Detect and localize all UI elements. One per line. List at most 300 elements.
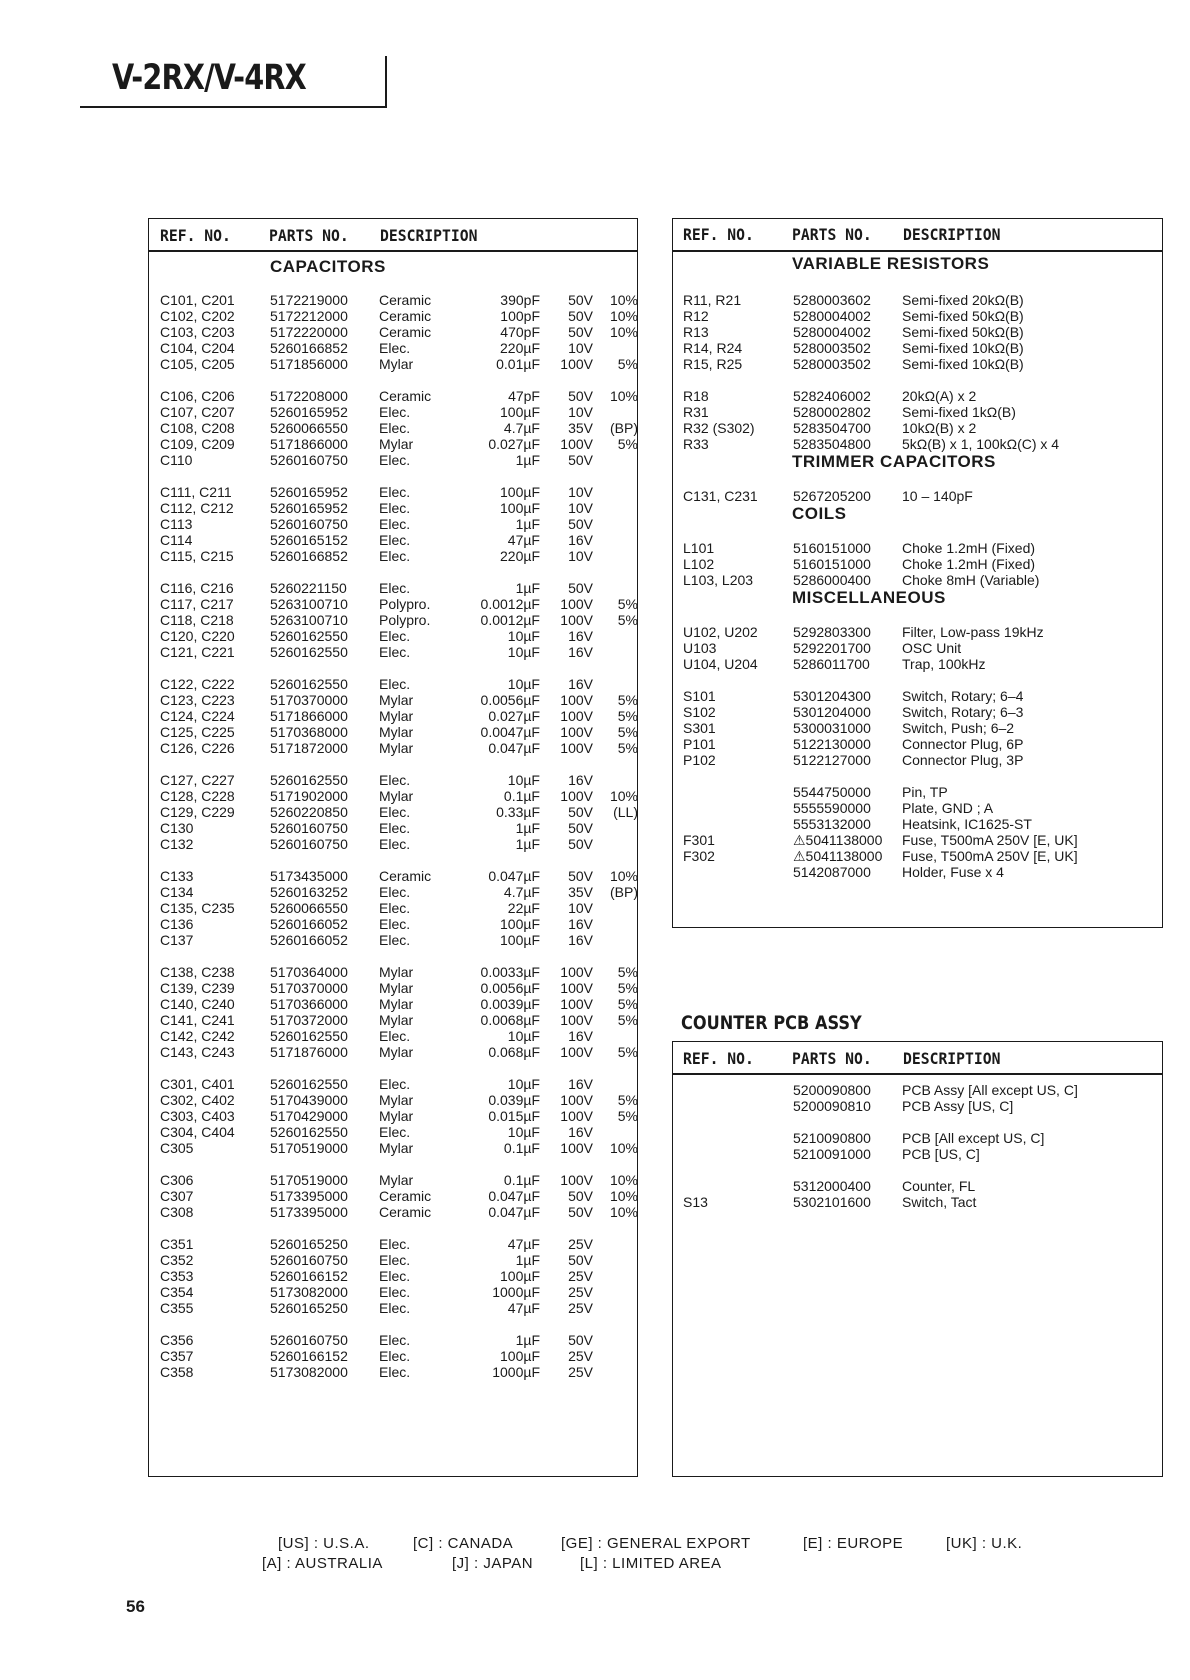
parts-no: 5170366000 [270, 996, 348, 1012]
ref-no: C357 [160, 1348, 194, 1364]
parts-no: 5172212000 [270, 308, 348, 324]
parts-no: 5170519000 [270, 1172, 348, 1188]
part-type: Ceramic [379, 308, 432, 324]
parts-no: 5171856000 [270, 356, 348, 372]
capacitance: 0.047µF [488, 868, 540, 884]
ref-no: C123, C223 [160, 692, 235, 708]
ref-no: S102 [683, 704, 716, 720]
ref-no: C124, C224 [160, 708, 235, 724]
part-type: Elec. [379, 836, 411, 852]
voltage: 50V [568, 820, 593, 836]
table-row [160, 388, 640, 404]
parts-no: 5170429000 [270, 1108, 348, 1124]
region-legend-line-1 [278, 1535, 1078, 1555]
ref-no: C128, C228 [160, 788, 235, 804]
ref-no: R33 [683, 436, 709, 452]
group-gap [160, 948, 640, 964]
parts-no: 5260166052 [270, 932, 348, 948]
part-type: Elec. [379, 340, 411, 356]
voltage: 16V [568, 532, 593, 548]
part-type: Elec. [379, 644, 411, 660]
right-header-rule [673, 250, 1162, 252]
capacitance: 1µF [515, 836, 540, 852]
table-row [160, 980, 640, 996]
table-row [160, 900, 640, 916]
ref-no: C354 [160, 1284, 194, 1300]
legend-entry: [US] : U.S.A. [278, 1535, 370, 1552]
voltage: 16V [568, 628, 593, 644]
voltage: 50V [568, 1188, 593, 1204]
ref-no: P102 [683, 752, 716, 768]
capacitance: 47µF [507, 1236, 540, 1252]
parts-no: 5302101600 [793, 1194, 871, 1210]
part-type: Ceramic [379, 292, 432, 308]
group-gap [160, 468, 640, 484]
table-row [160, 500, 640, 516]
parts-no: 5260160750 [270, 836, 348, 852]
ref-no: C133 [160, 868, 194, 884]
ref-no: S101 [683, 688, 716, 704]
region-legend-line-2 [262, 1555, 1062, 1575]
part-type: Elec. [379, 452, 411, 468]
table-row [160, 420, 640, 436]
capacitance: 0.1µF [503, 788, 540, 804]
ref-no: F301 [683, 832, 715, 848]
part-type: Elec. [379, 1284, 411, 1300]
group-gap [683, 372, 1153, 388]
voltage: 25V [568, 1300, 593, 1316]
part-type: Ceramic [379, 324, 432, 340]
part-type: Mylar [379, 436, 414, 452]
table-row [683, 340, 1153, 356]
voltage: 50V [568, 292, 593, 308]
group-gap [160, 1220, 640, 1236]
right-col-desc: DESCRIPTION [903, 225, 1001, 244]
parts-no: 5170370000 [270, 980, 348, 996]
ref-no: C139, C239 [160, 980, 235, 996]
capacitance: 1000µF [492, 1364, 540, 1380]
table-row [683, 388, 1153, 404]
voltage: 50V [568, 388, 593, 404]
parts-no: 5260166152 [270, 1348, 348, 1364]
capacitance: 0.0047µF [480, 724, 540, 740]
parts-no: 5260066550 [270, 420, 348, 436]
part-type: Elec. [379, 1076, 411, 1092]
table-row [683, 704, 1153, 720]
part-type: Elec. [379, 676, 411, 692]
capacitance: 0.0068µF [480, 1012, 540, 1028]
voltage: 16V [568, 676, 593, 692]
parts-no: 5544750000 [793, 784, 871, 800]
table-row [160, 1012, 640, 1028]
capacitance: 10µF [507, 1076, 540, 1092]
table-row [683, 640, 1153, 656]
title-divider [385, 56, 387, 108]
parts-no: 5260066550 [270, 900, 348, 916]
voltage: 16V [568, 932, 593, 948]
parts-no: 5260162550 [270, 644, 348, 660]
part-type: Elec. [379, 804, 411, 820]
capacitance: 10µF [507, 772, 540, 788]
ref-no: R31 [683, 404, 709, 420]
right-col-ref: REF. NO. [683, 225, 754, 244]
parts-no: 5283504700 [793, 420, 871, 436]
parts-no: 5122130000 [793, 736, 871, 752]
tolerance: 5% [617, 1044, 638, 1060]
table-row [160, 596, 640, 612]
counter-pcb-title: COUNTER PCB ASSY [681, 1012, 862, 1034]
table-row [160, 1124, 640, 1140]
parts-no: 5160151000 [793, 540, 871, 556]
part-type: Mylar [379, 1092, 414, 1108]
description: Switch, Rotary; 6–3 [902, 704, 1024, 720]
capacitance: 0.039µF [488, 1092, 540, 1108]
ref-no: C122, C222 [160, 676, 235, 692]
parts-no: 5142087000 [793, 864, 871, 880]
table-row [683, 800, 1153, 816]
ref-no: L103, L203 [683, 572, 754, 588]
table-row [160, 516, 640, 532]
parts-no: 5170364000 [270, 964, 348, 980]
parts-no: 5260166852 [270, 548, 348, 564]
part-type: Elec. [379, 772, 411, 788]
description: 5kΩ(B) x 1, 100kΩ(C) x 4 [902, 436, 1060, 452]
part-type: Elec. [379, 932, 411, 948]
table-row [160, 1332, 640, 1348]
table-row [160, 1140, 640, 1156]
part-type: Mylar [379, 788, 414, 804]
capacitance: 0.1µF [503, 1140, 540, 1156]
ref-no: C142, C242 [160, 1028, 235, 1044]
part-type: Mylar [379, 996, 414, 1012]
voltage: 100V [560, 692, 593, 708]
description: 10kΩ(B) x 2 [902, 420, 977, 436]
part-type: Mylar [379, 692, 414, 708]
voltage: 10V [568, 900, 593, 916]
ref-no: R32 (S302) [683, 420, 755, 436]
voltage: 50V [568, 516, 593, 532]
parts-no: 5292803300 [793, 624, 871, 640]
table-row [160, 628, 640, 644]
capacitance: 220µF [500, 548, 540, 564]
parts-no: 5172220000 [270, 324, 348, 340]
capacitance: 100µF [500, 932, 540, 948]
parts-no: 5260162550 [270, 772, 348, 788]
capacitance: 10µF [507, 676, 540, 692]
capacitance: 0.047µF [488, 1188, 540, 1204]
ref-no: C120, C220 [160, 628, 235, 644]
part-type: Elec. [379, 500, 411, 516]
ref-no: C141, C241 [160, 1012, 235, 1028]
tolerance: 10% [609, 324, 638, 340]
part-type: Mylar [379, 1108, 414, 1124]
part-type: Elec. [379, 820, 411, 836]
description: Semi-fixed 1kΩ(B) [902, 404, 1016, 420]
table-row [160, 1364, 640, 1380]
table-row [683, 624, 1153, 640]
table-row [160, 1252, 640, 1268]
parts-no: 5160151000 [793, 556, 871, 572]
ref-no: C105, C205 [160, 356, 235, 372]
capacitors-list [160, 292, 640, 1380]
parts-no: ⚠5041138000 [793, 848, 883, 864]
ref-no: F302 [683, 848, 715, 864]
capacitors-section-title: CAPACITORS [270, 257, 386, 276]
counter-col-parts: PARTS NO. [792, 1049, 872, 1068]
table-row [160, 788, 640, 804]
description: Choke 8mH (Variable) [902, 572, 1040, 588]
legend-entry: [GE] : GENERAL EXPORT [561, 1535, 751, 1552]
ref-no: R12 [683, 308, 709, 324]
right-col-parts: PARTS NO. [792, 225, 872, 244]
part-type: Mylar [379, 740, 414, 756]
ref-no: C110 [160, 452, 193, 468]
ref-no: C352 [160, 1252, 194, 1268]
table-row [683, 784, 1153, 800]
voltage: 100V [560, 1140, 593, 1156]
table-row [683, 720, 1153, 736]
tolerance: (BP) [610, 884, 638, 900]
part-type: Elec. [379, 532, 411, 548]
table-row [683, 356, 1153, 372]
capacitance: 0.01µF [496, 356, 540, 372]
table-row [160, 1172, 640, 1188]
description: Holder, Fuse x 4 [902, 864, 1004, 880]
voltage: 25V [568, 1348, 593, 1364]
section-title: TRIMMER CAPACITORS [792, 452, 996, 471]
parts-no: 5173435000 [270, 868, 348, 884]
table-row [683, 1194, 1153, 1210]
capacitance: 10µF [507, 628, 540, 644]
parts-no: 5170372000 [270, 1012, 348, 1028]
ref-no: C106, C206 [160, 388, 235, 404]
part-type: Elec. [379, 916, 411, 932]
voltage: 50V [568, 804, 593, 820]
capacitance: 10µF [507, 1124, 540, 1140]
parts-no: 5260165952 [270, 404, 348, 420]
capacitance: 0.0012µF [480, 596, 540, 612]
legend-entry: [C] : CANADA [413, 1535, 514, 1552]
ref-no: C353 [160, 1268, 194, 1284]
ref-no: C104, C204 [160, 340, 235, 356]
parts-no: 5260166152 [270, 1268, 348, 1284]
description: Trap, 100kHz [902, 656, 986, 672]
capacitance: 47µF [507, 1300, 540, 1316]
table-row [683, 1178, 1153, 1194]
tolerance: 10% [609, 1140, 638, 1156]
tolerance: 5% [617, 964, 638, 980]
counter-header-rule [673, 1073, 1162, 1075]
parts-no: 5312000400 [793, 1178, 871, 1194]
parts-no: 5170368000 [270, 724, 348, 740]
ref-no: C301, C401 [160, 1076, 235, 1092]
table-row [683, 324, 1153, 340]
tolerance: 10% [609, 788, 638, 804]
capacitance: 100µF [500, 1348, 540, 1364]
description: Semi-fixed 10kΩ(B) [902, 340, 1024, 356]
ref-no: C103, C203 [160, 324, 235, 340]
part-type: Ceramic [379, 868, 432, 884]
parts-no: 5292201700 [793, 640, 871, 656]
table-row [683, 404, 1153, 420]
parts-no: 5260160750 [270, 1332, 348, 1348]
parts-no: 5260163252 [270, 884, 348, 900]
table-row [160, 644, 640, 660]
table-row [160, 1268, 640, 1284]
part-type: Elec. [379, 516, 411, 532]
table-row [160, 1236, 640, 1252]
description: Switch, Push; 6–2 [902, 720, 1015, 736]
description: Switch, Tact [902, 1194, 977, 1210]
part-type: Elec. [379, 1268, 411, 1284]
left-col-desc: DESCRIPTION [380, 226, 478, 245]
tolerance: 5% [617, 1012, 638, 1028]
parts-no: 5260166052 [270, 916, 348, 932]
capacitance: 1µF [515, 1332, 540, 1348]
parts-no: 5280003502 [793, 356, 871, 372]
parts-no: 5170370000 [270, 692, 348, 708]
ref-no: C351 [160, 1236, 194, 1252]
voltage: 25V [568, 1236, 593, 1252]
legend-entry: [A] : AUSTRALIA [262, 1555, 383, 1572]
parts-no: 5263100710 [270, 596, 348, 612]
part-type: Elec. [379, 1332, 411, 1348]
tolerance: 5% [617, 724, 638, 740]
voltage: 50V [568, 308, 593, 324]
table-row [160, 292, 640, 308]
capacitance: 0.047µF [488, 1204, 540, 1220]
ref-no: C356 [160, 1332, 194, 1348]
ref-no: C121, C221 [160, 644, 235, 660]
parts-no: 5283504800 [793, 436, 871, 452]
part-type: Elec. [379, 1236, 411, 1252]
ref-no: C113 [160, 516, 193, 532]
left-header-rule [149, 250, 637, 252]
table-row [683, 1130, 1153, 1146]
description: Heatsink, IC1625-ST [902, 816, 1032, 832]
ref-no: C117, C217 [160, 596, 234, 612]
voltage: 50V [568, 868, 593, 884]
ref-no: P101 [683, 736, 716, 752]
part-type: Ceramic [379, 1204, 432, 1220]
tolerance: 5% [617, 708, 638, 724]
table-row [160, 484, 640, 500]
left-col-parts: PARTS NO. [269, 226, 349, 245]
capacitance: 0.027µF [488, 708, 540, 724]
table-row [160, 740, 640, 756]
group-gap [160, 660, 640, 676]
capacitance: 470pF [500, 324, 540, 340]
voltage: 25V [568, 1364, 593, 1380]
table-row [683, 540, 1153, 556]
part-type: Mylar [379, 356, 414, 372]
description: Choke 1.2mH (Fixed) [902, 540, 1036, 556]
ref-no: R13 [683, 324, 709, 340]
tolerance: (LL) [613, 804, 638, 820]
ref-no: C306 [160, 1172, 194, 1188]
description: Semi-fixed 50kΩ(B) [902, 324, 1024, 340]
parts-no: 5260160750 [270, 516, 348, 532]
ref-no: C358 [160, 1364, 194, 1380]
ref-no: C125, C225 [160, 724, 235, 740]
parts-no: ⚠5041138000 [793, 832, 883, 848]
voltage: 100V [560, 356, 593, 372]
ref-no: C303, C403 [160, 1108, 235, 1124]
description: Choke 1.2mH (Fixed) [902, 556, 1036, 572]
table-row [683, 292, 1153, 308]
table-row [160, 916, 640, 932]
counter-col-ref: REF. NO. [683, 1049, 754, 1068]
voltage: 25V [568, 1268, 593, 1284]
voltage: 16V [568, 772, 593, 788]
table-row [160, 1028, 640, 1044]
tolerance: 5% [617, 980, 638, 996]
table-row [160, 676, 640, 692]
ref-no: C112, C212 [160, 500, 234, 516]
table-row [160, 1284, 640, 1300]
table-row [683, 848, 1153, 864]
tolerance: 5% [617, 996, 638, 1012]
table-row [160, 1188, 640, 1204]
group-gap [160, 564, 640, 580]
voltage: 16V [568, 1124, 593, 1140]
capacitance: 100µF [500, 916, 540, 932]
table-row [683, 488, 1153, 504]
voltage: 10V [568, 404, 593, 420]
section-title-row [683, 588, 1153, 618]
capacitance: 0.0033µF [480, 964, 540, 980]
capacitance: 1µF [515, 580, 540, 596]
group-gap [160, 1156, 640, 1172]
part-type: Elec. [379, 1028, 411, 1044]
ref-no: C132 [160, 836, 194, 852]
ref-no: C109, C209 [160, 436, 235, 452]
parts-no: 5260160750 [270, 452, 348, 468]
capacitance: 100pF [500, 308, 540, 324]
table-row [160, 1108, 640, 1124]
parts-no: 5171872000 [270, 740, 348, 756]
parts-no: 5280004002 [793, 324, 871, 340]
ref-no: C114 [160, 532, 193, 548]
ref-no: C355 [160, 1300, 194, 1316]
capacitance: 1µF [515, 1252, 540, 1268]
capacitance: 100µF [500, 404, 540, 420]
table-row [160, 772, 640, 788]
table-row [160, 436, 640, 452]
parts-no: 5170439000 [270, 1092, 348, 1108]
legend-entry: [E] : EUROPE [803, 1535, 904, 1552]
capacitance: 0.027µF [488, 436, 540, 452]
capacitance: 1µF [515, 516, 540, 532]
table-row [683, 1146, 1153, 1162]
parts-no: 5173395000 [270, 1188, 348, 1204]
voltage: 100V [560, 1092, 593, 1108]
ref-no: C136 [160, 916, 194, 932]
ref-no: C102, C202 [160, 308, 235, 324]
ref-no: C108, C208 [160, 420, 235, 436]
parts-no: 5260165152 [270, 532, 348, 548]
voltage: 10V [568, 500, 593, 516]
ref-no: U102, U202 [683, 624, 758, 640]
table-row [683, 656, 1153, 672]
voltage: 10V [568, 484, 593, 500]
part-type: Elec. [379, 1300, 411, 1316]
table-row [160, 804, 640, 820]
table-row [683, 420, 1153, 436]
description: Filter, Low-pass 19kHz [902, 624, 1044, 640]
parts-no: 5260165250 [270, 1300, 348, 1316]
table-row [683, 864, 1153, 880]
